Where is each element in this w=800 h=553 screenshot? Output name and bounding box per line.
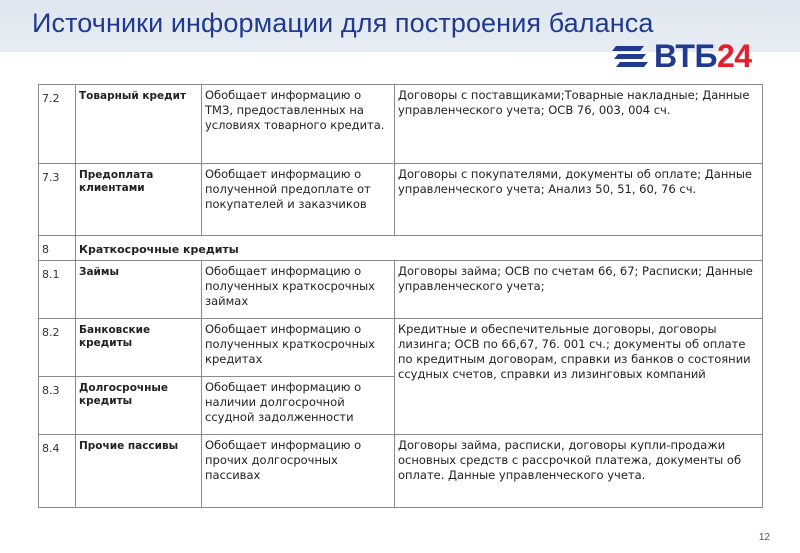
vtb-flag-icon bbox=[610, 42, 650, 76]
row-description: Обобщает информацию о наличии долгосрочной ссудной задолженности bbox=[202, 377, 395, 435]
logo-text-red: 24 bbox=[716, 38, 752, 74]
row-number: 7.2 bbox=[39, 85, 76, 164]
row-sources: Договоры с поставщиками;Товарные накладные; Данные управленческого учета; ОСВ 76, 003, 004 сч. bbox=[395, 85, 763, 164]
section-number: 8 bbox=[39, 236, 76, 261]
table-row bbox=[39, 435, 763, 508]
page-number: 12 bbox=[758, 532, 770, 543]
row-number: 7.3 bbox=[39, 164, 76, 236]
table-row bbox=[39, 319, 763, 377]
row-number: 8.1 bbox=[39, 261, 76, 319]
table-row bbox=[39, 261, 763, 319]
slide-title: Источники информации для построения баланса bbox=[32, 8, 654, 38]
row-description: Обобщает информацию о прочих долгосрочных пассивах bbox=[202, 435, 395, 508]
row-name: Предоплата клиентами bbox=[76, 164, 202, 236]
logo-text-blue: ВТБ bbox=[654, 38, 717, 74]
row-name: Прочие пассивы bbox=[76, 435, 202, 508]
section-title: Краткосрочные кредиты bbox=[76, 236, 763, 261]
section-row bbox=[39, 236, 763, 261]
row-description: Обобщает информацию о ТМЗ, предоставленных на условиях товарного кредита. bbox=[202, 85, 395, 164]
logo-text bbox=[654, 38, 752, 75]
row-sources: Кредитные и обеспечительные договоры, договоры лизинга; ОСВ по 66,67, 76. 001 сч.; документы об оплате по кредитным договорам, справки из банков о состоянии ссудных счетов, справки из лизинговых компаний bbox=[395, 319, 763, 435]
row-description: Обобщает информацию о полученных краткосрочных займах bbox=[202, 261, 395, 319]
row-description: Обобщает информацию о полученных краткосрочных кредитах bbox=[202, 319, 395, 377]
row-name: Долгосрочные кредиты bbox=[76, 377, 202, 435]
row-name: Товарный кредит bbox=[76, 85, 202, 164]
row-sources: Договоры займа; ОСВ по счетам 66, 67; Расписки; Данные управленческого учета; bbox=[395, 261, 763, 319]
row-number: 8.2 bbox=[39, 319, 76, 377]
row-sources: Договоры займа, расписки, договоры купли-продажи основных средств с рассрочкой платежа, документы об оплате. Данные управленческого учета. bbox=[395, 435, 763, 508]
row-description: Обобщает информацию о полученной предоплате от покупателей и заказчиков bbox=[202, 164, 395, 236]
row-sources: Договоры с покупателями, документы об оплате; Данные управленческого учета; Анализ 50, 51, 60, 76 сч. bbox=[395, 164, 763, 236]
row-number: 8.3 bbox=[39, 377, 76, 435]
row-number: 8.4 bbox=[39, 435, 76, 508]
table-row bbox=[39, 164, 763, 236]
vtb24-logo bbox=[610, 38, 770, 82]
row-name: Банковские кредиты bbox=[76, 319, 202, 377]
row-name: Займы bbox=[76, 261, 202, 319]
balance-sources-table bbox=[38, 84, 763, 508]
table-row bbox=[39, 85, 763, 164]
